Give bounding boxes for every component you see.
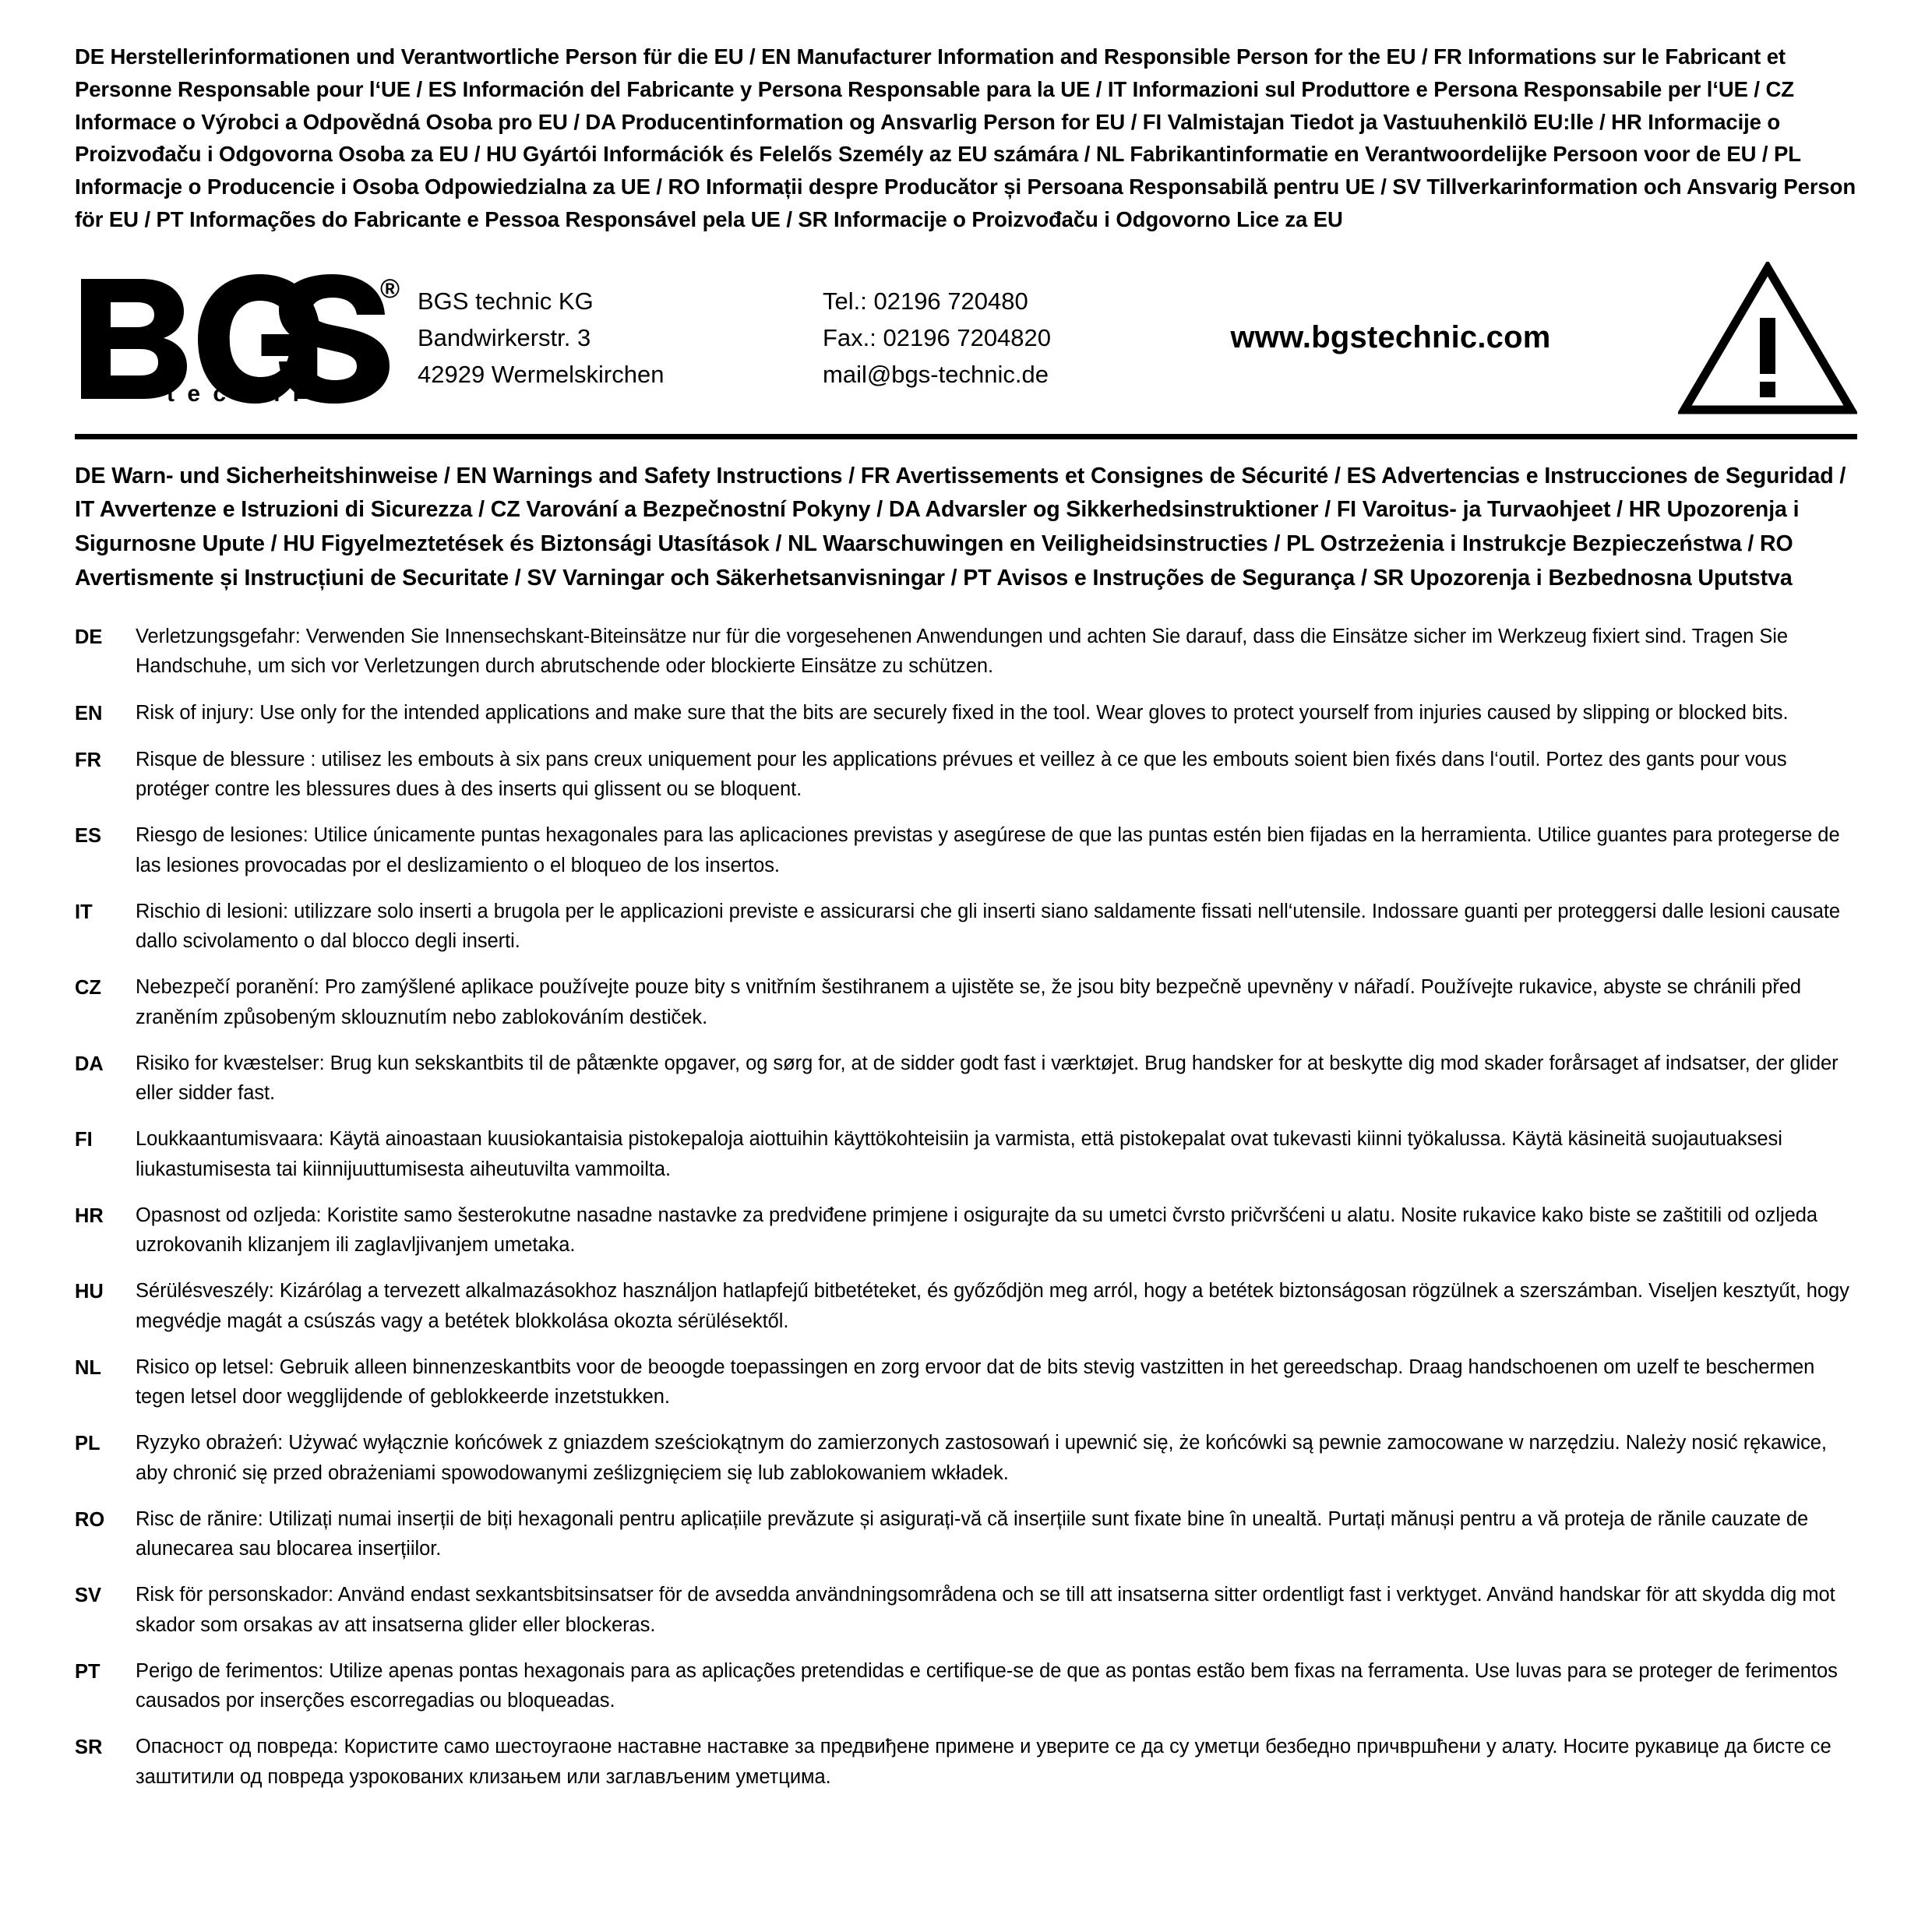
warning-text: Risk of injury: Use only for the intended applications and make sure that the bits are securely fixed in the tool. Wear gloves to protect yourself from injuries caused by slipping or blocked bits. [136, 701, 1789, 724]
company-email[interactable]: mail@bgs-technic.de [823, 361, 1049, 389]
warning-text: Loukkaantumisvaara: Käytä ainoastaan kuusiokantaisia pistokepaloja aiottuihin käyttökohteisiin ja varmista, että pistokepalat ovat tukevasti kiinni työkalussa. Käytä käsineitä suojautuaksesi liukastumisesta tai kiinnijuuttumisesta aiheutuvilta vammoilta. [136, 1128, 1782, 1180]
language-code: ES [75, 825, 102, 848]
language-code: IT [75, 901, 93, 923]
warning-triangle [1662, 262, 1857, 414]
company-contact [823, 283, 1150, 393]
language-code: FI [75, 1129, 93, 1151]
company-address [410, 283, 823, 393]
warning-text: Risk för personskador: Använd endast sexkantsbitsinsatser för de avsedda användningsområdena och se till att insatserna sitter ordentligt fast i verktyget. Använd handskar för att skydda dig mot skador som orsakas av att insatserna glider eller blockeras. [136, 1584, 1835, 1636]
list-item [75, 1200, 1857, 1260]
bgs-logo-subtext: t e c h n i c [167, 380, 329, 407]
company-telephone: Tel.: 02196 720480 [823, 287, 1028, 316]
list-item [75, 897, 1857, 957]
warning-text: Rischio di lesioni: utilizzare solo inserti a brugola per le applicazioni previste e assicurarsi che gli inserti siano saldamente fissati nell‘utensile. Indossare guanti per proteggersi dalle lesioni causate dallo scivolamento o dal blocco degli inserti. [136, 900, 1841, 953]
list-item [75, 1276, 1857, 1336]
warning-text: Nebezpečí poranění: Pro zamýšlené aplikace používejte pouze bity s vnitřním šestihranem a ujistěte se, že jsou bity bezpečně upevněny v nářadí. Používejte rukavice, abyste se chránili před zraněním způsobeným sklouznutím nebo zablokováním destiček. [136, 976, 1802, 1028]
language-code: EN [75, 702, 103, 724]
list-item [75, 1504, 1857, 1564]
company-info-band [75, 256, 1857, 439]
language-code: HU [75, 1281, 104, 1303]
language-code: HR [75, 1204, 104, 1227]
list-item [75, 820, 1857, 880]
manufacturer-info-heading: DE Herstellerinformationen und Verantwortliche Person für die EU / EN Manufacturer Information and Responsible Person for the EU / FR Informations sur le Fabricant et Personne Responsable pour l‘UE / ES Información del Fabricante y Persona Responsable para la UE / IT Informazioni sul Produttore e Persona Responsabile per l‘UE / CZ Informace o Výrobci a Odpovědná Osoba pro EU / DA Producentinformation og Ansvarlig Person for EU / FI Valmistajan Tiedot ja Vastuuhenkilö EU:lle / HR Informacije o Proizvođaču i Odgovorna Osoba za EU / HU Gyártói Információk és Felelős Személy az EU számára / NL Fabrikantinformatie en Verantwoordelijke Persoon voor de EU / PL Informacje o Producencie i Osoba Odpowiedzialna za UE / RO Informații despre Producător și Persoana Responsabilă pentru UE / SV Tillverkarinformation och Ansvarig Person för EU / PT Informações do Fabricante e Pessoa Responsável pela UE / SR Informacije o Proizvođaču i Odgovorno Lice za EU [75, 44, 1856, 231]
language-code: NL [75, 1356, 101, 1379]
warnings-list [75, 622, 1857, 1792]
warning-text: Risque de blessure : utilisez les embouts à six pans creux uniquement pour les applications prévues et veillez à ce que les embouts soient bien fixés dans l‘outil. Portez des gants pour vous protéger contre les blessures dues à des inserts qui glissent ou se bloquent. [136, 748, 1787, 801]
company-street: Bandwirkerstr. 3 [418, 324, 591, 352]
list-item [75, 1049, 1857, 1109]
warning-text: Опасност од повреда: Користите само шестоугаоне наставне наставке за предвиђене примене и уверите се да су уметци безбедно причвршћени у алату. Носите рукавице да бисте се заштитили од повреда узрокованих клизањем или заглављеним уметцима. [136, 1736, 1832, 1788]
warning-text: Riesgo de lesiones: Utilice únicamente puntas hexagonales para las aplicaciones previstas y asegúrese de que las puntas estén bien fijadas en la herramienta. Utilice guantes para protegerse de las lesiones provocadas por el deslizamiento o el bloqueo de los insertos. [136, 824, 1840, 876]
language-code: DA [75, 1052, 104, 1075]
safety-section-heading: DE Warn- und Sicherheitshinweise / EN Warnings and Safety Instructions / FR Avertissements et Consignes de Sécurité / ES Advertencias e Instrucciones de Seguridad / IT Avvertenze e Istruzioni di Sicurezza / CZ Varování a Bezpečnostní Pokyny / DA Advarsler og Sikkerhedsinstruktioner / FI Varoitus- ja Turvaohjeet / HR Upozorenja i Sigurnosne Upute / HU Figyelmeztetések és Biztonsági Utasítások / NL Waarschuwingen en Veiligheidsinstructies / PL Ostrzeżenia i Instrukcje Bezpieczeństwa / RO Avertismente și Instrucțiuni de Securitate / SV Varningar och Säkerhetsanvisningar / PT Avisos e Instruções de Segurança / SR Upozorenja i Bezbednosna Uputstva [75, 463, 1846, 591]
language-code: PL [75, 1433, 100, 1455]
list-item [75, 745, 1857, 805]
list-item [75, 1580, 1857, 1640]
list-item [75, 1656, 1857, 1716]
warning-text: Risico op letsel: Gebruik alleen binnenzeskantbits voor de beoogde toepassingen en zorg ervoor dat de bits stevig vastzitten in het gereedschap. Draag handschoenen om uzelf te beschermen tegen letsel door wegglijdende of geblokkeerde inzetstukken. [136, 1356, 1815, 1408]
language-code: DE [75, 626, 103, 649]
warning-text: Risiko for kvæstelser: Brug kun sekskantbits til de påtænkte opgaver, og sørg for, at de sidder godt fast i værktøjet. Brug handsker for at beskytte dig mod skader forårsaget af indsatser, der glider eller sidder fast. [136, 1052, 1839, 1105]
bgs-logo-icon [75, 274, 402, 407]
warning-text: Opasnost od ozljeda: Koristite samo šesterokutne nasadne nastavke za predviđene primjene i osigurajte da su umetci čvrsto pričvršćeni u alatu. Nosite rukavice kako biste se zaštitili od ozljeda uzrokovanih klizanjem ili zaglavljivanjem umetaka. [136, 1204, 1817, 1257]
company-website[interactable]: www.bgstechnic.com [1230, 320, 1551, 355]
list-item [75, 1732, 1857, 1792]
warning-text: Verletzungsgefahr: Verwenden Sie Innensechskant-Biteinsätze nur für die vorgesehenen Anwendungen und achten Sie darauf, dass die Einsätze sicher im Werkzeug fixiert sind. Tragen Sie Handschuhe, um sich vor Verletzungen durch abrutschende oder blockierte Einsätze zu schützen. [136, 626, 1789, 678]
company-fax: Fax.: 02196 7204820 [823, 324, 1052, 352]
language-code: SR [75, 1736, 103, 1759]
list-item [75, 1352, 1857, 1412]
language-code: PT [75, 1660, 100, 1683]
warning-text: Risc de rănire: Utilizați numai inserții de biți hexagonali pentru aplicațiile prevăzute și asigurați-vă că inserțiile sunt fixate bine în unealtă. Purtați mănuși pentru a vă proteja de rănile cauzate de alunecarea sau blocarea inserțiilor. [136, 1507, 1809, 1560]
language-code: SV [75, 1585, 102, 1607]
warning-triangle-icon [1678, 262, 1857, 414]
list-item [75, 622, 1857, 682]
registered-mark: ® [380, 273, 400, 304]
language-code: FR [75, 749, 101, 771]
company-city: 42929 Wermelskirchen [418, 361, 665, 389]
warning-text: Ryzyko obrażeń: Używać wyłącznie końcówek z gniazdem sześciokątnym do zamierzonych zastosowań i upewnić się, że końcówki są pewnie zamocowane w narzędziu. Należy nosić rękawice, aby chronić się przed obrażeniami spowodowanymi ześlizgnięciem się lub zablokowaniem wkładek. [136, 1432, 1827, 1484]
language-code: CZ [75, 977, 101, 999]
list-item [75, 1428, 1857, 1488]
company-name: BGS technic KG [418, 287, 594, 316]
language-code: RO [75, 1508, 105, 1531]
list-item [75, 698, 1857, 728]
list-item [75, 972, 1857, 1032]
warning-text: Perigo de ferimentos: Utilize apenas pontas hexagonais para as aplicações pretendidas e certifique-se de que as pontas estão bem fixas na ferramenta. Use luvas para se proteger de ferimentos causados por inserções escorregadias ou bloqueadas. [136, 1659, 1838, 1712]
bgs-logo [75, 270, 410, 407]
warning-text: Sérülésveszély: Kizárólag a tervezett alkalmazásokhoz használjon hatlapfejű bitbetéteket, és győződjön meg arról, hogy a betétek biztonságosan rögzülnek a szerszámban. Viseljen kesztyűt, hogy megvédje magát a csúszás vagy a betétek blokkolása okozta sérülésektől. [136, 1280, 1849, 1332]
list-item [75, 1124, 1857, 1184]
